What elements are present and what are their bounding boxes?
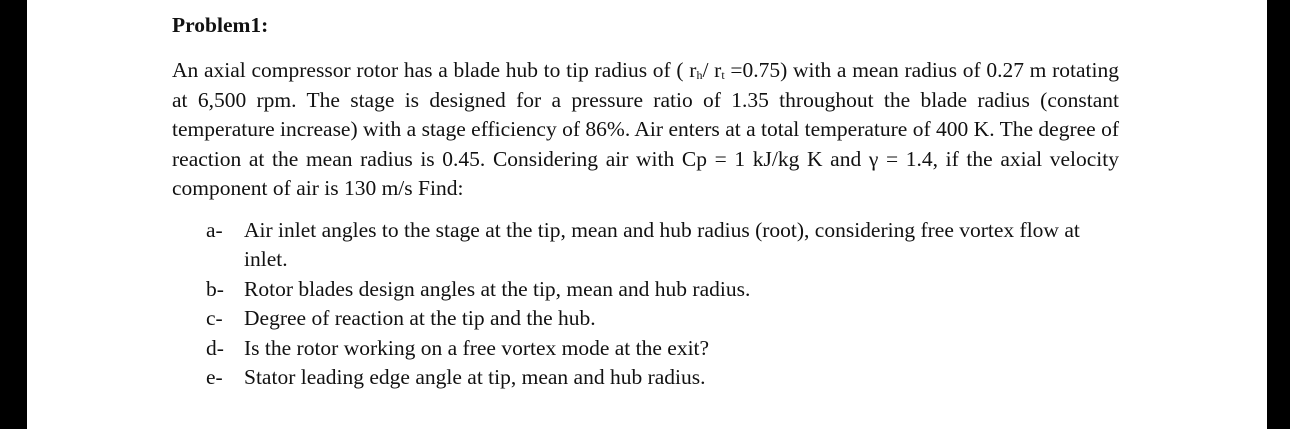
problem-statement	[172, 56, 1119, 204]
item-marker: a-	[206, 217, 223, 242]
list-item	[206, 304, 1119, 334]
item-text: Degree of reaction at the tip and the hub.	[244, 306, 596, 330]
problem-title: Problem1:	[172, 13, 269, 37]
item-text: Is the rotor working on a free vortex mode at the exit?	[244, 335, 710, 360]
list-item	[206, 216, 1119, 275]
item-text: Stator leading edge angle at tip, mean and hub radius.	[244, 365, 706, 389]
item-marker: c-	[206, 306, 223, 330]
statement-part-1: An axial compressor rotor has a blade hub to tip radius of ( r	[172, 58, 697, 82]
question-list	[172, 216, 1119, 393]
list-item	[206, 363, 1119, 393]
list-item	[206, 275, 1119, 305]
subscript-h: h	[696, 68, 703, 82]
statement-part-3: =0.75) with a mean radius of 0.27 m rotating at 6,500 rpm. The stage is designed for a pressure ratio of 1.35 throughout the blade radius (constant temperature increase) with a stage efficiency of 86%. Air enters at a total temperature of 400 K. The degree of reaction at the mean radius is 0.45. Considering air with Cp = 1 kJ/kg K and γ = 1.4, if the axial velocity component of air is 130 m/s Find:	[172, 58, 1119, 200]
item-marker: b-	[206, 276, 224, 301]
item-marker: e-	[206, 365, 223, 389]
item-text: Rotor blades design angles at the tip, mean and hub radius.	[244, 276, 751, 301]
list-item	[206, 334, 1119, 364]
document-page	[27, 0, 1267, 429]
document-content	[172, 8, 1119, 393]
item-marker: d-	[206, 335, 224, 360]
item-text: Air inlet angles to the stage at the tip, mean and hub radius (root), considering free vortex flow at inlet.	[244, 217, 1080, 271]
subscript-t: t	[721, 68, 725, 82]
statement-part-2: / r	[702, 58, 722, 82]
